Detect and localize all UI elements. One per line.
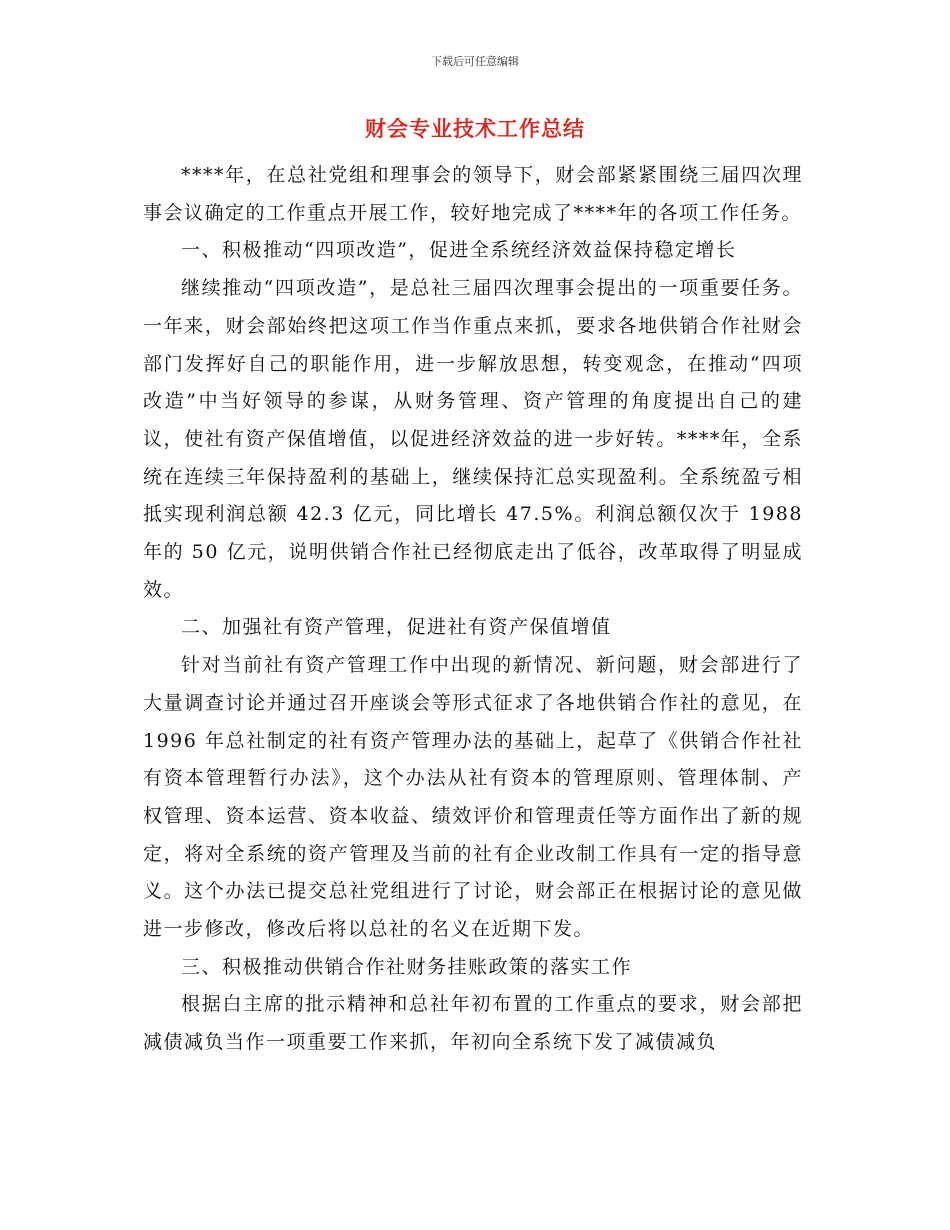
section-paragraph-3: 根据白主席的批示精神和总社年初布置的工作重点的要求，财会部把减债减负当作一项重要工作来抓，年初向全系统下发了减债减负	[143, 993, 803, 1054]
intro-paragraph: ****年，在总社党组和理事会的领导下，财会部紧紧围绕三届四次理事会议确定的工作重点开展工作，较好地完成了****年的各项工作任务。	[143, 164, 803, 224]
section-heading-2: 二、加强社有资产管理，促进社有资产保值增值	[181, 616, 612, 639]
document-title: 财会专业技术工作总结	[365, 116, 585, 141]
header-note: 下载后可任意编辑	[431, 55, 519, 68]
section-paragraph-2: 针对当前社有资产管理工作中出现的新情况、新问题，财会部进行了大量调查讨论并通过召开座谈会等形式征求了各地供销合作社的意见，在 1996 年总社制定的社有资产管理办法的基础上，起草了《供销合作社社有资本管理暂行办法》，这个办法从社有资本的管理原则、管理体制、产权管理、资本运营、资本收益、绩效评价和管理责任等方面作出了新的规定，将对全系统的资产管理及当前的社有企业改制工作具有一定的指导意义。这个办法已提交总社党组进行了讨论，财会部正在根据讨论的意见做进一步修改，修改后将以总社的名义在近期下发。	[143, 654, 803, 941]
section-heading-1: 一、积极推动“四项改造”，促进全系统经济效益保持稳定增长	[181, 239, 737, 262]
section-paragraph-1: 继续推动“四项改造”，是总社三届四次理事会提出的一项重要任务。一年来，财会部始终把这项工作当作重点来抓，要求各地供销合作社财会部门发挥好自己的职能作用，进一步解放思想，转变观念，在推动“四项改造”中当好领导的参谋，从财务管理、资产管理的角度提出自己的建议，使社有资产保值增值，以促进经济效益的进一步好转。****年，全系统在连续三年保持盈利的基础上，继续保持汇总实现盈利。全系统盈亏相抵实现利润总额 42.3 亿元，同比增长 47.5%。利润总额仅次于 1988 年的 50 亿元，说明供销合作社已经彻底走出了低谷，改革取得了明显成效。	[143, 277, 803, 601]
section-heading-3: 三、积极推动供销合作社财务挂账政策的落实工作	[181, 955, 633, 978]
document-body	[143, 157, 803, 1062]
